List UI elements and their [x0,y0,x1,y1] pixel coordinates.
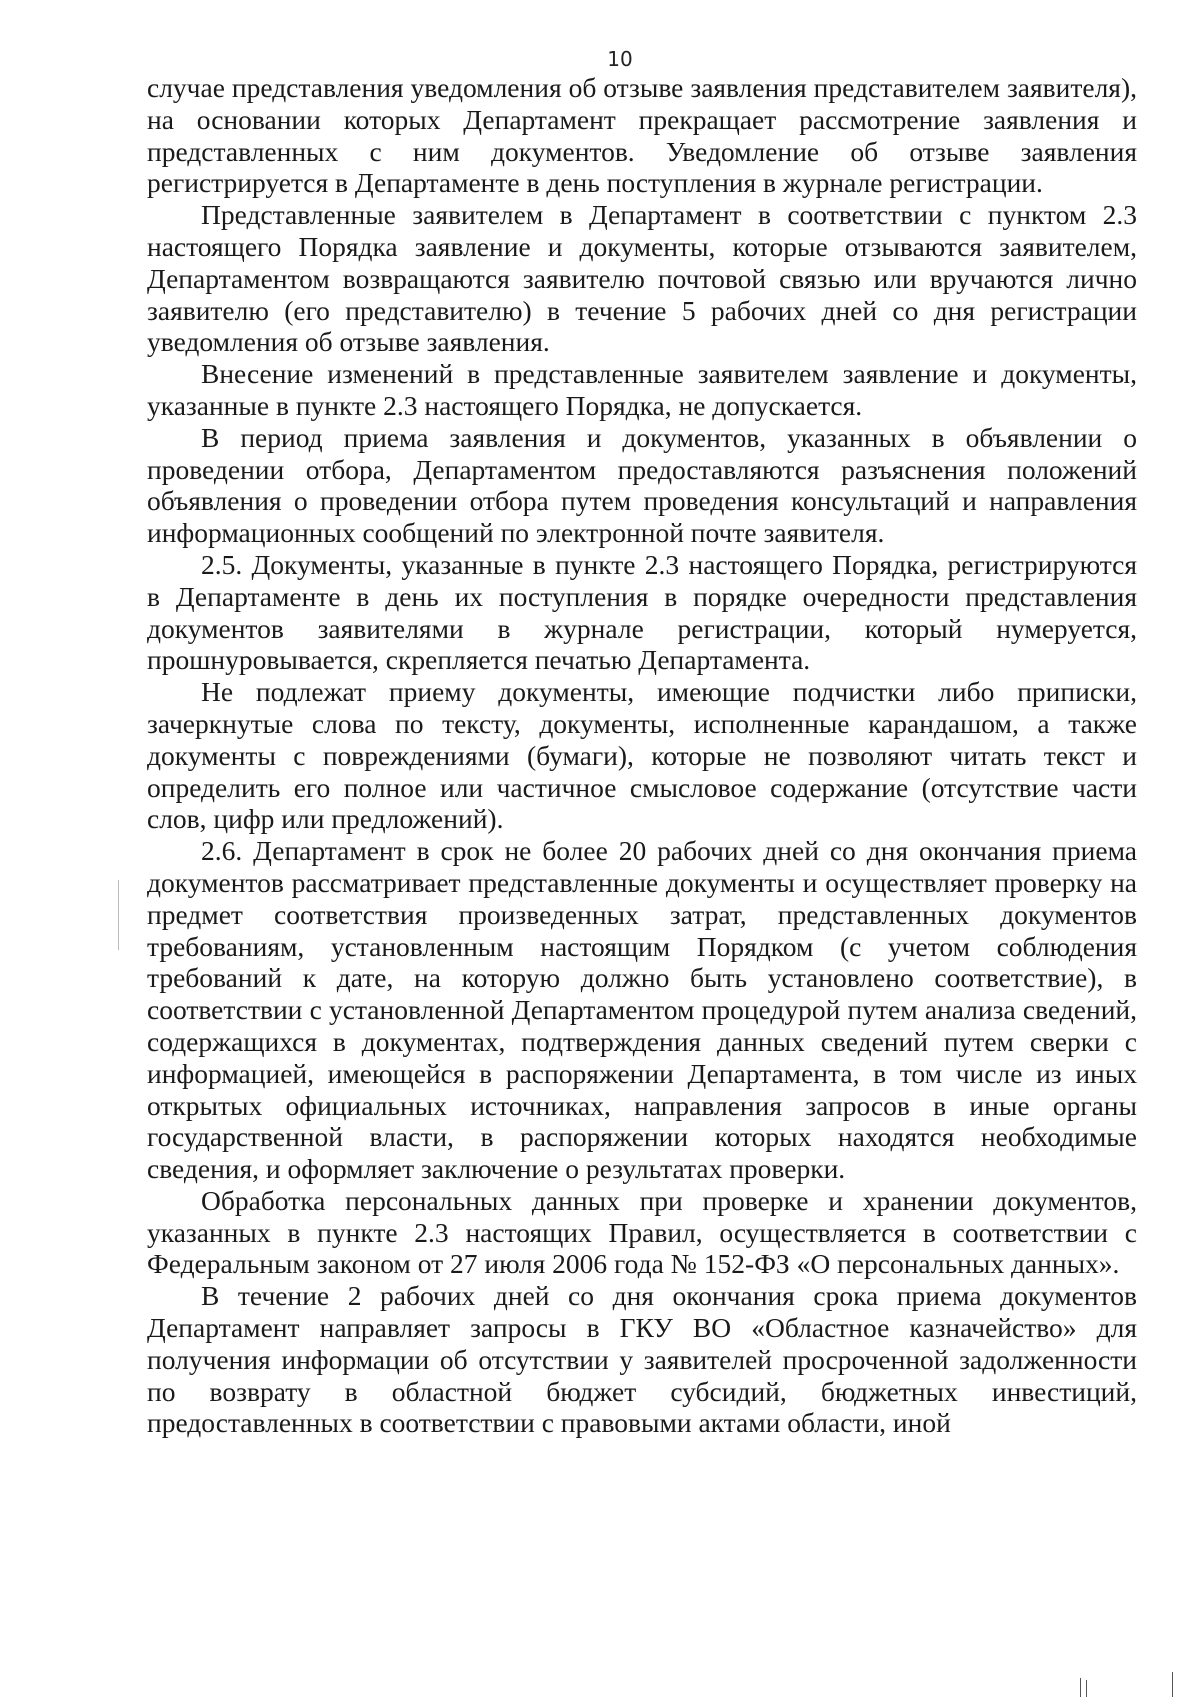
paragraph-4: В период приема заявления и документов, указанных в объявлении о проведении отбора, Департаментом предоставляются разъяснения положений объявления о проведении отбора путем проведения консультаций и направления информационных сообщений по электронной почте заявителя. [147,421,1137,549]
paragraph-1: случае представления уведомления об отзыве заявления представителем заявителя), на основании которых Департамент прекращает рассмотрение заявления и представленных с ним документов. Уведомление об отзыве заявления регистрируется в Департаменте в день поступления в журнале регистрации. [147,72,1137,199]
paragraph-3: Внесение изменений в представленные заявителем заявление и документы, указанные в пункте 2.3 настоящего Порядка, не допускается. [147,358,1137,421]
paragraph-8: Обработка персональных данных при проверке и хранении документов, указанных в пункте 2.3 настоящих Правил, осуществляется в соответствии с Федеральным законом от 27 июля 2006 года № 152-ФЗ «О персональных данных». [147,1184,1137,1280]
paragraph-7: 2.6. Департамент в срок не более 20 рабочих дней со дня окончания приема документов рассматривает представленные документы и осуществляет проверку на предмет соответствия произведенных затрат, представленных документов требованиям, установленным настоящим Порядком (с учетом соблюдения требований к дате, на которую должно быть установлено соответствие), в соответствии с установленной Департаментом процедурой путем анализа сведений, содержащихся в документах, подтверждения данных сведений путем сверки с информацией, имеющейся в распоряжении Департамента, в том числе из иных открытых официальных источниках, направления запросов в иные органы государственной власти, в распоряжении которых находятся необходимые сведения, и оформляет заключение о результатах проверки. [147,835,1137,1185]
paragraph-5: 2.5. Документы, указанные в пункте 2.3 настоящего Порядка, регистрируются в Департаменте в день их поступления в порядке очередности представления документов заявителями в журнале регистрации, который нумеруется, прошнуровывается, скрепляется печатью Департамента. [147,548,1137,676]
scan-footer-mark [1172,1672,1173,1697]
paragraph-9: В течение 2 рабочих дней со дня окончания срока приема документов Департамент направляет запросы в ГКУ ВО «Областное казначейство» для получения информации об отсутствии у заявителей просроченной задолженности по возврату в областной бюджет субсидий, бюджетных инвестиций, предоставленных в соответствии с правовыми актами области, иной [147,1280,1137,1439]
paragraph-2: Представленные заявителем в Департамент в соответствии с пунктом 2.3 настоящего Порядка заявление и документы, которые отзываются заявителем, Департаментом возвращаются заявителю почтовой связью или вручаются лично заявителю (его представителю) в течение 5 рабочих дней со дня регистрации уведомления об отзыве заявления. [147,199,1137,358]
scan-footer-mark [1080,1678,1081,1697]
scan-margin-mark [118,880,119,950]
paragraph-6: Не подлежат приему документы, имеющие подчистки либо приписки, зачеркнутые слова по тексту, документы, исполненные карандашом, а также документы с повреждениями (бумаги), которые не позволяют читать текст и определить его полное или частичное смысловое содержание (отсутствие части слов, цифр или предложений). [147,676,1137,835]
page-number: 10 [607,47,633,71]
scan-footer-mark [1086,1680,1087,1697]
document-body [147,72,1137,1439]
